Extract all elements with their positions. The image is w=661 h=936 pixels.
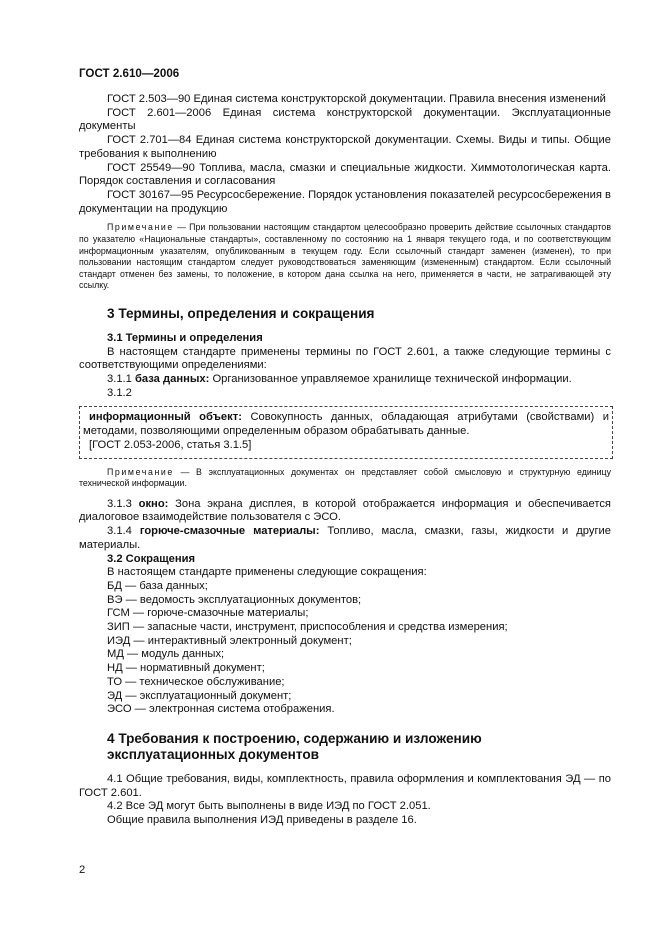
note-text: — В эксплуатационных документах он представляет собой смысловую и структурную единицу технической информации. <box>79 466 611 489</box>
term-source: [ГОСТ 2.053-2006, статья 3.1.5] <box>89 438 252 451</box>
abbreviation-item: ГСМ — горюче-смазочные материалы; <box>107 607 309 620</box>
term-definition: Топливо, масла, смазки, газы, жидкости и другие материалы. <box>79 525 612 551</box>
term-3-1-2-number: 3.1.2 <box>107 386 132 399</box>
document-header: ГОСТ 2.610—2006 <box>79 67 180 80</box>
term-3-1-3 <box>79 498 611 525</box>
term-name: окно: <box>138 497 169 510</box>
note-label: Примечание <box>107 222 174 233</box>
term-number: 3.1.3 <box>107 497 132 510</box>
note-text: — При пользовании настоящим стандартом целесообразно проверить действие ссылочных стандартов по указателю «Национальные стандарты», составленному по состоянию на 1 января текущего года, и по соответствующим информационным указателям, опубликованным в текущем году. Если ссылочный стандарт заменен (изменен), то при пользовании настоящим стандартом следует руководствоваться заменяющим (измененным) стандартом. Если ссылочный стандарт отменен без замены, то положение, в котором дана ссылка на него, применяется в части, не затрагивающей эту ссылку. <box>79 222 611 291</box>
section-4-title: 4 Требования к построению, содержанию и изложению эксплуатационных документов <box>107 730 482 762</box>
term-number: 3.1.1 <box>107 373 132 385</box>
abbreviation-item: ЭСО — электронная система отображения. <box>107 703 335 716</box>
abbreviation-item: МД — модуль данных; <box>107 648 225 661</box>
terms-intro: В настоящем стандарте применены термины по ГОСТ 2.601, а также следующие термины с соответствующими определениями: <box>79 345 611 372</box>
abbreviation-item: ВЭ — ведомость эксплуатационных документов; <box>107 593 362 606</box>
note-references <box>79 222 611 292</box>
page-number: 2 <box>79 864 86 876</box>
note-label: Примечание <box>107 466 174 477</box>
term-definition: Организованное управляемое хранилище технической информации. <box>209 373 572 385</box>
page-body <box>79 93 611 828</box>
term-definition: Зона экрана дисплея, в которой отображается информация и обеспечивается диалоговое взаимодействие пользователя с ЭСО. <box>79 497 611 524</box>
term-number: 3.1.4 <box>107 525 132 538</box>
term-3-1-4 <box>79 525 611 552</box>
term-name: база данных: <box>135 373 210 385</box>
normative-reference: ГОСТ 2.503—90 Единая система конструкторской документации. Правила внесения изменений <box>107 93 606 105</box>
term-name: информационный объект: <box>89 411 242 424</box>
section-3-title: 3 Термины, определения и сокращения <box>107 305 375 321</box>
abbreviation-item: БД — база данных; <box>107 579 208 592</box>
term-3-1-1 <box>79 373 611 387</box>
term-3-1-2 <box>83 411 609 438</box>
abbreviation-item: ЭД — эксплуатационный документ; <box>107 689 292 702</box>
term-definition: Совокупность данных, обладающая атрибутами (свойствами) и методами, позволяющими определенным образом обрабатывать данные. <box>83 411 609 438</box>
paragraph-4-1: 4.1 Общие требования, виды, комплектность, правила оформления и комплектования ЭД — по ГОСТ 2.601. <box>79 772 611 799</box>
abbreviation-item: НД — нормативный документ; <box>107 662 265 675</box>
paragraph-4-2-continued: Общие правила выполнения ИЭД приведены в разделе 16. <box>107 814 417 827</box>
abbreviations-intro: В настоящем стандарте применены следующие сокращения: <box>107 566 427 579</box>
note-term <box>79 467 611 490</box>
abbreviation-item: ЗИП — запасные части, инструмент, приспособления и средства измерения; <box>107 621 508 634</box>
subsection-3-2-title: 3.2 Сокращения <box>107 552 196 565</box>
normative-reference: ГОСТ 2.601—2006 Единая система конструкторской документации. Эксплуатационные документы <box>79 106 611 133</box>
subsection-3-1-title: 3.1 Термины и определения <box>107 331 263 344</box>
abbreviations-list <box>79 566 611 717</box>
paragraph-4-2: 4.2 Все ЭД могут быть выполнены в виде ИЭД по ГОСТ 2.051. <box>107 800 431 813</box>
normative-reference: ГОСТ 2.701—84 Единая система конструкторской документации. Схемы. Виды и типы. Общие требования к выполнению <box>79 134 611 160</box>
abbreviation-item: ИЭД — интерактивный электронный документ; <box>107 634 352 647</box>
term-name: горюче-смазочные материалы: <box>139 525 320 538</box>
term-definition-box <box>79 406 613 458</box>
normative-reference: ГОСТ 25549—90 Топлива, масла, смазки и специальные жидкости. Химмотологическая карта. Порядок составления и согласования <box>79 161 611 188</box>
normative-reference: ГОСТ 30167—95 Ресурсосбережение. Порядок установления показателей ресурсосбережения в документации на продукцию <box>79 188 611 215</box>
abbreviation-item: ТО — техническое обслуживание; <box>107 675 285 688</box>
